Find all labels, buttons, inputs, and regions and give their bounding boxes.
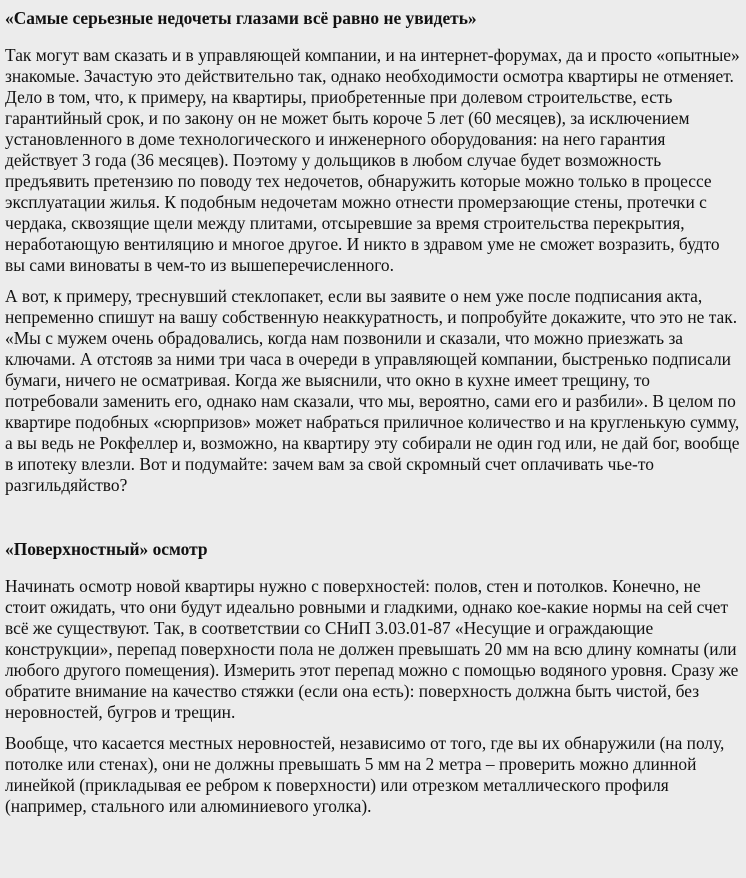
paragraph-local-unevenness: Вообще, что касается местных неровностей, независимо от того, где вы их обнаружили (на полу, потолке или стенах), они не должны превышать 5 мм на 2 метра – проверить можно длинной линейкой (прикладывая ее ребром к поверхности) или отрезком металлического профиля (например, стального или алюминиевого уголка). bbox=[5, 733, 725, 816]
section-heading-defects: «Самые серьезные недочеты глазами всё равно не увидеть» bbox=[5, 8, 477, 28]
paragraph-surfaces: Начинать осмотр новой квартиры нужно с поверхностей: полов, стен и потолков. Конечно, не стоит ожидать, что они будут идеально ровными и гладкими, однако кое-какие нормы на сей счет всё же существуют. Так, в соответствии со СНиП 3.03.01-87 «Несущие и ограждающие конструкции», перепад поверхности пола не должен превышать 20 мм на всю длину комнаты (или любого другого помещения). Измерить этот перепад можно с помощью водяного уровня. Сразу же обратите внимание на качество стяжки (если она есть): поверхность должна быть чистой, без неровностей, бугров и трещин. bbox=[5, 576, 739, 722]
paragraph-warranty: Так могут вам сказать и в управляющей компании, и на интернет-форумах, да и просто «опытные» знакомые. Зачастую это действительно так, однако необходимости осмотра квартиры не отменяет. Дело в том, что, к примеру, на квартиры, приобретенные при долевом строительстве, есть гарантийный срок, и по закону он не может быть короче 5 лет (60 месяцев), за исключением установленного в доме технологического и инженерного оборудования: на него гарантия действует 3 года (36 месяцев). Поэтому у дольщиков в любом случае будет возможность предъявить претензию по поводу тех недочетов, обнаружить которые можно только в процессе эксплуатации жилья. К подобным недочетам можно отнести промерзающие стены, протечки с чердака, сквозящие щели между плитами, отсыревшие за время строительства перекрытия, неработающую вентиляцию и многое другое. И никто в здравом уме не сможет возразить, будто вы сами виноваты в чем-то из вышеперечисленного. bbox=[5, 45, 740, 275]
section-heading-surface-inspection: «Поверхностный» осмотр bbox=[5, 539, 208, 559]
paragraph-cracked-window: А вот, к примеру, треснувший стеклопакет, если вы заявите о нем уже после подписания акта, непременно спишут на вашу собственную неаккуратность, и попробуйте докажите, что это не так. «Мы с мужем очень обрадовались, когда нам позвонили и сказали, что можно приезжать за ключами. А отстояв за ними три часа в очереди в управляющей компании, быстренько подписали бумаги, ничего не осматривая. Когда же выяснили, что окно в кухне имеет трещину, то потребовали заменить его, однако нам сказали, что мы, вероятно, сами его и разбили». В целом по квартире подобных «сюрпризов» может набраться приличное количество и на кругленькую сумму, а вы ведь не Рокфеллер и, возможно, на квартиру эту собирали не один год или, не дай бог, вообще в ипотеку влезли. Вот и подумайте: зачем вам за свой скромный счет оплачивать чье-то разгильдяйство? bbox=[5, 286, 740, 495]
